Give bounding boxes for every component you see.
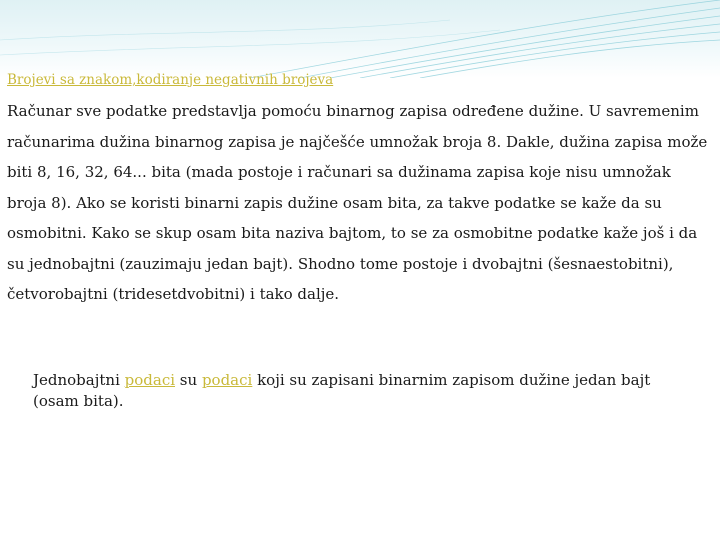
quote-text-3: koji su zapisani binarnim zapisom dužine jedan bajt (osam bita). <box>33 371 651 410</box>
podaci-link-1[interactable]: podaci <box>124 371 176 389</box>
quote-text-1: Jednobajtni <box>33 371 125 389</box>
body-paragraph: Računar sve podatke predstavlja pomoću binarnog zapisa određene dužine. U savremenim računarima dužina binarnog zapisa je najčešće umnožak broja 8. Dakle, dužina zapisa može biti 8, 16, 32, 64... bita (mada postoje i računari sa dužinama zapisa koje nisu umnožak broja 8). Ako se koristi binarni zapis dužine osam bita, za takve podatke se kaže da su osmobitni. Kako se skup osam bita naziva bajtom, to se za osmobitne podatke kaže još i da su jednobajtni (zauzimaju jedan bajt). Shodno tome postoje i dvobajtni (šesnaestobitni), četvorobajtni (tridesetdvobitni) i tako dalje. <box>7 102 708 303</box>
quote-text-2: su <box>175 371 202 389</box>
definition-quote <box>33 370 683 412</box>
slide-title-link[interactable]: Brojevi sa znakom,kodiranje negativnih brojeva <box>7 72 334 88</box>
podaci-link-2[interactable]: podaci <box>201 371 253 389</box>
